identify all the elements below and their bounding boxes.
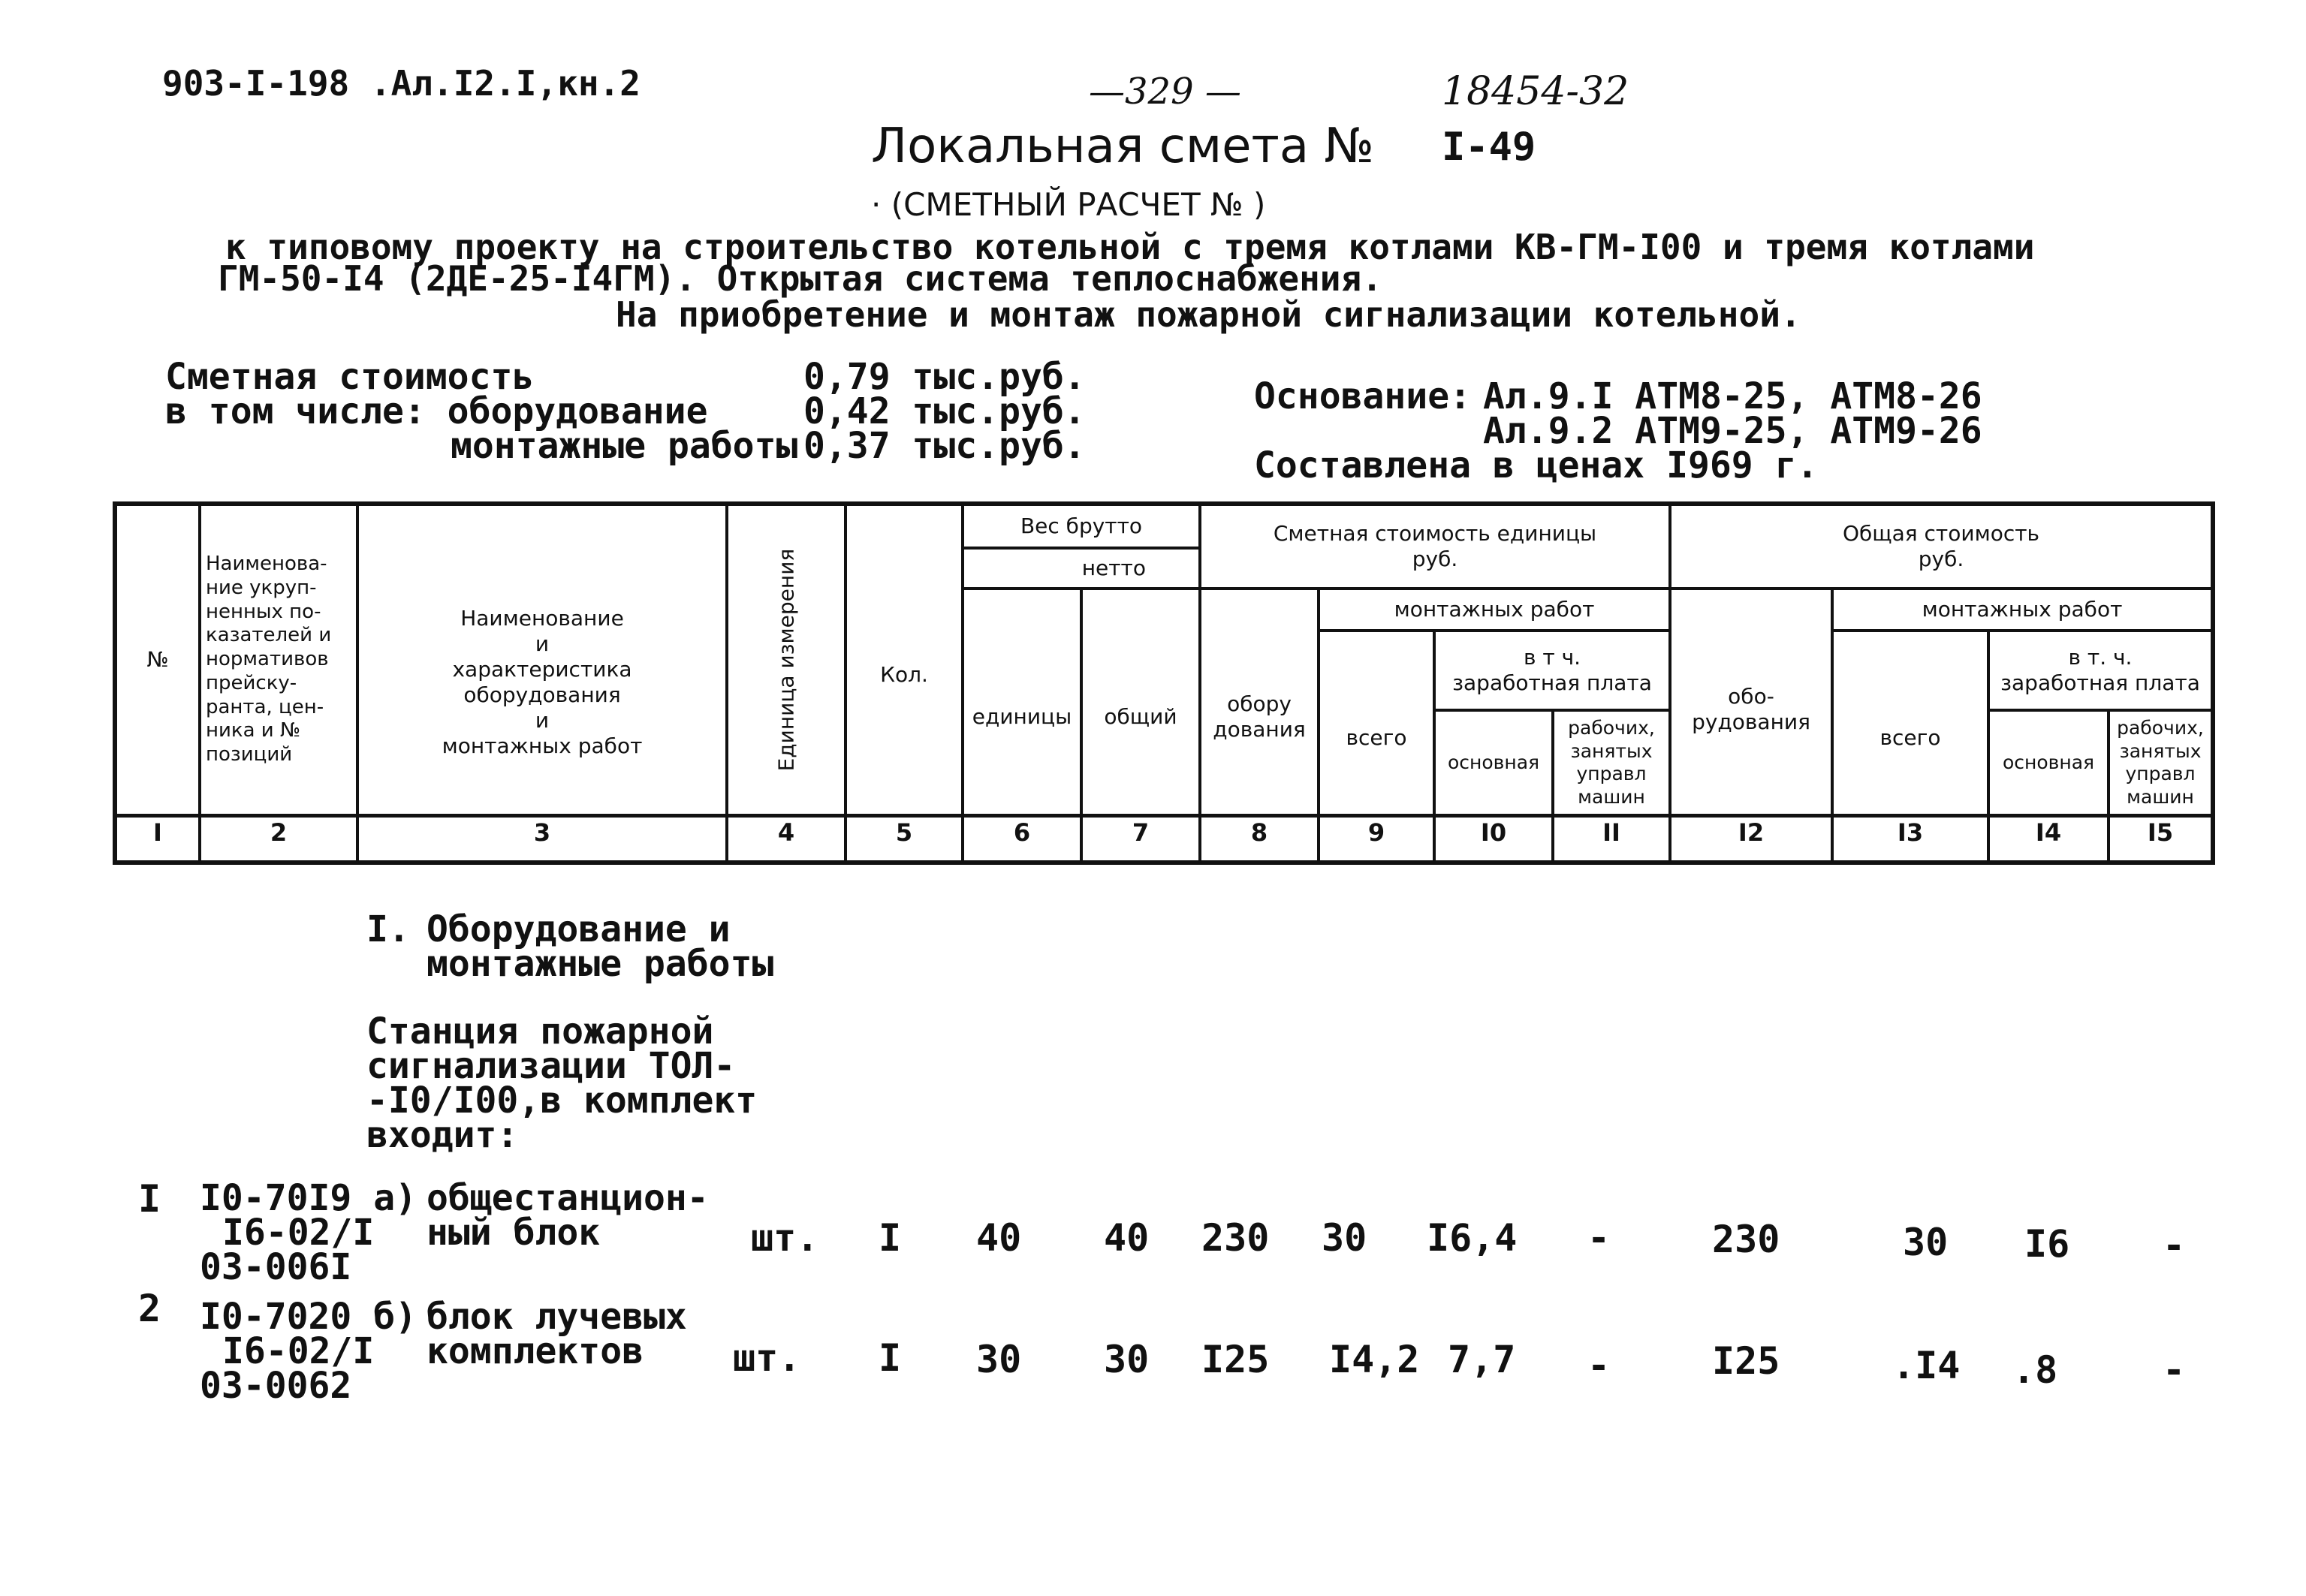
row-total-workers: - xyxy=(2163,1348,2186,1392)
col-num-11: II xyxy=(1602,818,1620,847)
estimate-table-header xyxy=(113,501,2215,865)
station-line-1: Станция пожарной xyxy=(366,1010,714,1052)
row-wage-workers: - xyxy=(1587,1216,1611,1260)
section-number: I. xyxy=(366,908,410,950)
row-name-1: блок лучевых xyxy=(427,1296,687,1338)
col-num-14: I4 xyxy=(2035,818,2062,847)
col-num-7: 7 xyxy=(1132,818,1150,847)
header-total-cost: Общая стоимость руб. xyxy=(1842,520,2040,571)
header-unit-wage-basic: основная xyxy=(1447,751,1540,773)
row-qty: I xyxy=(879,1216,902,1260)
header-unit-equipment: обору дования xyxy=(1213,691,1306,742)
header-total-equipment: обо- рудования xyxy=(1692,683,1810,734)
header-unit-measure-label: Единица измерения xyxy=(773,548,798,772)
col-num-1: I xyxy=(153,818,162,847)
row-name-2: комплектов xyxy=(427,1330,644,1372)
cost-total-label: Сметная стоимость xyxy=(165,356,535,398)
row-wage-workers: - xyxy=(1587,1344,1611,1387)
row-code-1: I0-7020 б) xyxy=(200,1296,417,1338)
cost-equipment-label: в том числе: оборудование xyxy=(165,390,708,432)
row-total-basic: .8 xyxy=(2012,1348,2058,1392)
station-line-3: -I0/I00,в комплект xyxy=(366,1080,758,1122)
row-wage-basic: I6,4 xyxy=(1427,1216,1518,1260)
header-unit-mounting: монтажных работ xyxy=(1394,596,1595,622)
col-num-12: I2 xyxy=(1738,818,1765,847)
row-mounting-all: I4,2 xyxy=(1329,1338,1420,1381)
row-equipment-cost: 230 xyxy=(1201,1216,1270,1260)
header-unit-measure xyxy=(728,506,844,814)
row-name-1: общестанцион- xyxy=(427,1177,709,1219)
header-item-name: Наименование и характеристика оборудования и монтажных работ xyxy=(442,605,643,759)
price-year-note: Составлена в ценах I969 г. xyxy=(1254,444,1819,486)
header-weight-unit: единицы xyxy=(972,703,1072,729)
section-title-line-2: монтажные работы xyxy=(427,943,774,985)
row-weight-total: 30 xyxy=(1104,1338,1150,1381)
row-total-workers: - xyxy=(2163,1224,2186,1267)
row-code-3: 03-0062 xyxy=(200,1365,352,1407)
row-wage-basic: 7,7 xyxy=(1448,1338,1516,1381)
cost-total-value: 0,79 тыс.руб. xyxy=(803,356,1086,398)
page-title: Локальная смета № xyxy=(871,119,1374,174)
row-total-mounting: 30 xyxy=(1903,1221,1949,1264)
header-norm-reference: Наименова- ние укруп- ненных по- казателей и нормативов прейску- ранта, цен- ника и № позиций xyxy=(206,553,332,766)
row-no: I xyxy=(138,1177,161,1221)
header-weight-gross: Вес брутто xyxy=(1020,513,1143,538)
subtitle: · (СМЕТНЫЙ РАСЧЕТ № ) xyxy=(871,186,1266,223)
station-line-2: сигнализации ТОЛ- xyxy=(366,1045,736,1087)
header-unit-cost: Сметная стоимость единицы руб. xyxy=(1273,520,1597,571)
row-code-2: I6-02/I xyxy=(222,1212,375,1254)
row-code-3: 03-006I xyxy=(200,1246,352,1288)
row-weight-unit: 30 xyxy=(976,1338,1022,1381)
row-total-equipment: 230 xyxy=(1712,1218,1780,1261)
section-title-line-1: Оборудование и xyxy=(427,908,731,950)
station-line-4: входит: xyxy=(366,1114,519,1156)
row-no: 2 xyxy=(138,1287,161,1330)
row-mounting-all: 30 xyxy=(1322,1216,1367,1260)
row-total-equipment: I25 xyxy=(1712,1339,1780,1383)
cost-equipment-value: 0,42 тыс.руб. xyxy=(803,390,1086,432)
header-total-mounting-all: всего xyxy=(1879,724,1941,750)
row-code-1: I0-70I9 а) xyxy=(200,1177,417,1219)
col-num-8: 8 xyxy=(1250,818,1268,847)
document-code: 903-I-198 .Ал.I2.I,кн.2 xyxy=(162,63,641,104)
col-num-15: I5 xyxy=(2147,818,2174,847)
col-num-4: 4 xyxy=(777,818,795,847)
cost-mounting-value: 0,37 тыс.руб. xyxy=(803,425,1086,467)
description-line-2: ГМ-50-I4 (2ДЕ-25-I4ГМ). Открытая система теплоснабжения. xyxy=(218,258,1382,299)
row-qty: I xyxy=(879,1336,902,1380)
header-total-wage-workers: рабочих, занятых управл машин xyxy=(2117,717,2204,808)
col-num-9: 9 xyxy=(1367,818,1385,847)
basis-label: Основание: xyxy=(1254,375,1471,417)
col-num-6: 6 xyxy=(1013,818,1031,847)
row-weight-total: 40 xyxy=(1104,1216,1150,1260)
description-line-1: к типовому проекту на строительство котельной с тремя котлами КВ-ГМ-I00 и тремя котлами xyxy=(225,227,2035,267)
row-total-mounting: .I4 xyxy=(1892,1344,1961,1387)
row-total-basic: I6 xyxy=(2024,1222,2070,1266)
col-num-13: I3 xyxy=(1897,818,1924,847)
header-quantity: Кол. xyxy=(880,661,928,687)
cost-mounting-label: монтажные работы xyxy=(451,425,798,467)
col-num-10: I0 xyxy=(1480,818,1507,847)
row-unit: шт. xyxy=(733,1336,801,1380)
header-weight-net: нетто xyxy=(1081,555,1146,580)
basis-line-2: Ал.9.2 АТМ9-25, АТМ9-26 xyxy=(1483,410,1982,452)
row-unit: шт. xyxy=(751,1216,819,1260)
header-unit-wage: в т ч. заработная плата xyxy=(1452,644,1652,695)
col-num-2: 2 xyxy=(270,818,288,847)
basis-line-1: Ал.9.I АТМ8-25, АТМ8-26 xyxy=(1483,375,1982,417)
header-total-mounting: монтажных работ xyxy=(1922,596,2123,622)
col-num-3: 3 xyxy=(533,818,551,847)
col-num-5: 5 xyxy=(895,818,913,847)
estimate-number: I-49 xyxy=(1442,125,1536,170)
row-name-2: ный блок xyxy=(427,1212,601,1254)
header-no: № xyxy=(146,646,169,672)
header-total-wage: в т. ч. заработная плата xyxy=(2000,644,2200,695)
document-number: 18454-32 xyxy=(1442,69,1629,114)
row-code-2: I6-02/I xyxy=(222,1330,375,1372)
page-number: —329 — xyxy=(1089,71,1241,113)
header-unit-mounting-all: всего xyxy=(1346,724,1407,750)
header-total-wage-basic: основная xyxy=(2002,751,2095,773)
header-unit-wage-workers: рабочих, занятых управл машин xyxy=(1568,717,1655,808)
row-equipment-cost: I25 xyxy=(1201,1338,1270,1381)
description-line-3: На приобретение и монтаж пожарной сигнализации котельной. xyxy=(616,294,1801,335)
row-weight-unit: 40 xyxy=(976,1216,1022,1260)
header-weight-total: общий xyxy=(1104,703,1177,729)
